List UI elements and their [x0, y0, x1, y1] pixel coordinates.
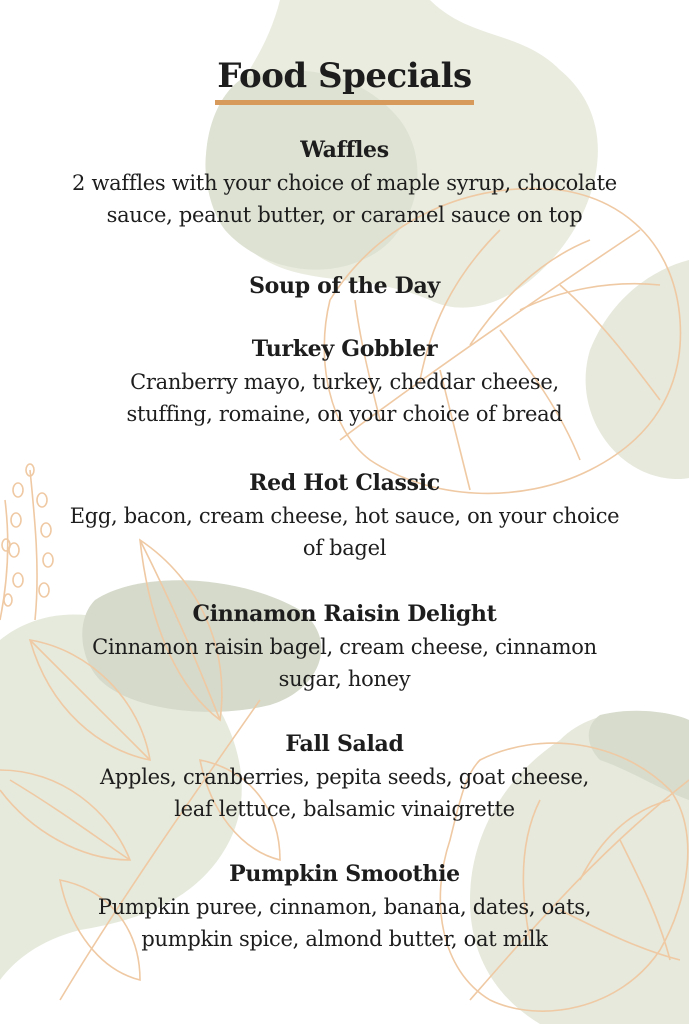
menu-item-name: Red Hot Classic [249, 470, 440, 496]
menu-item-name: Soup of the Day [249, 273, 440, 299]
menu-item-red-hot-classic [50, 468, 639, 564]
menu-item-description: Apples, cranberries, pepita seeds, goat cheese, leaf lettuce, balsamic vinaigrette [100, 765, 589, 821]
menu-item-description: 2 waffles with your choice of maple syrup, chocolate sauce, peanut butter, or caramel sauce on top [72, 171, 617, 227]
page-title-text: Food Specials [215, 54, 473, 105]
menu-item-cinnamon-raisin [50, 599, 639, 695]
menu-item-waffles [50, 135, 639, 231]
menu-item-soup [50, 271, 639, 301]
menu-item-name: Cinnamon Raisin Delight [192, 601, 497, 627]
menu-item-name: Pumpkin Smoothie [229, 861, 460, 887]
page-title [0, 54, 689, 105]
menu-item-pumpkin-smoothie [50, 859, 639, 955]
menu-item-turkey-gobbler [50, 334, 639, 430]
menu-item-description: Cranberry mayo, turkey, cheddar cheese, stuffing, romaine, on your choice of bread [126, 370, 563, 426]
menu-item-name: Fall Salad [285, 731, 404, 757]
menu-item-description: Egg, bacon, cream cheese, hot sauce, on your choice of bagel [69, 504, 620, 560]
menu-item-fall-salad [50, 729, 639, 825]
menu-item-description: Pumpkin puree, cinnamon, banana, dates, oats, pumpkin spice, almond butter, oat milk [97, 895, 592, 951]
menu-item-description: Cinnamon raisin bagel, cream cheese, cinnamon sugar, honey [92, 635, 597, 691]
menu-item-name: Turkey Gobbler [251, 336, 438, 362]
menu-item-name: Waffles [300, 137, 389, 163]
